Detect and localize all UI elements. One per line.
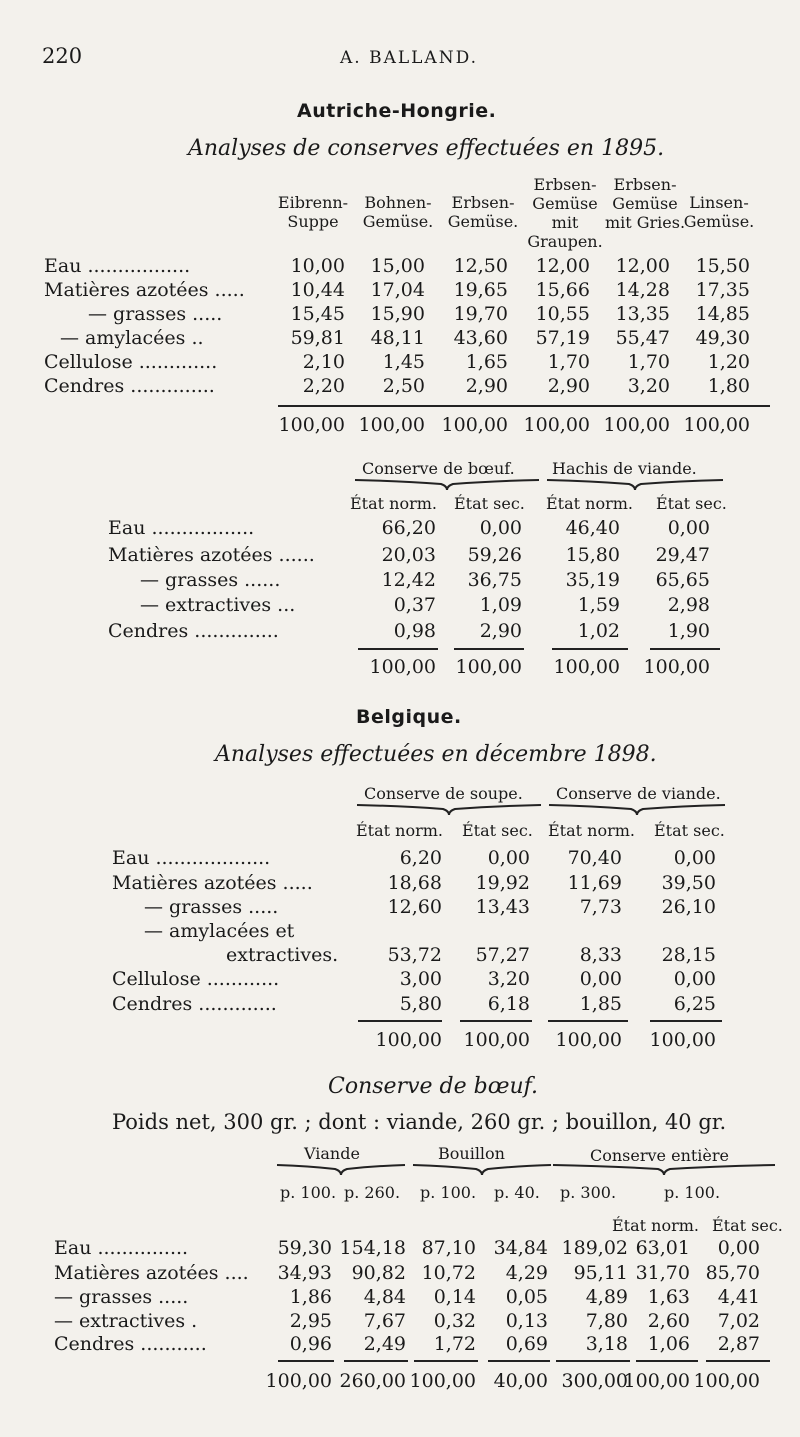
table-cell: 2,98 (667, 594, 710, 616)
table-cell: 0,00 (717, 1237, 760, 1259)
table-cell: 65,65 (655, 569, 710, 591)
table-cell: 0,13 (505, 1310, 548, 1332)
table-cell: 13,43 (475, 896, 530, 918)
column-header: Erbsen-Gemüse mit Gries. (604, 175, 686, 232)
column-header: p. 40. (494, 1183, 540, 1202)
section-title-austria: Autriche-Hongrie. (297, 100, 497, 122)
table-cell: 0,69 (505, 1333, 548, 1355)
table-cell: 6,20 (399, 847, 442, 869)
total-rule (358, 648, 438, 650)
total-rule (556, 1360, 630, 1362)
table-cell: 12,00 (615, 255, 670, 277)
total-rule (488, 1360, 550, 1362)
table-cell: 2,60 (647, 1310, 690, 1332)
row-label: — amylacées .. (60, 327, 204, 349)
group-brace (552, 1164, 776, 1176)
table-cell: 66,20 (381, 517, 436, 539)
column-header: État sec. (454, 494, 525, 513)
total-cell: 100,00 (463, 1029, 530, 1051)
table-cell: 34,93 (277, 1262, 332, 1284)
row-label: Cellulose ............ (112, 968, 280, 990)
table-cell: 15,80 (565, 544, 620, 566)
table-cell: 15,45 (290, 303, 345, 325)
total-cell: 100,00 (623, 1370, 690, 1392)
total-cell: 100,00 (553, 656, 620, 678)
table-cell: 15,00 (370, 255, 425, 277)
table-cell: 59,81 (290, 327, 345, 349)
table-cell: 26,10 (661, 896, 716, 918)
total-cell: 100,00 (265, 1370, 332, 1392)
total-cell: 100,00 (369, 656, 436, 678)
total-rule (344, 1360, 408, 1362)
table-cell: 2,90 (479, 620, 522, 642)
table-cell: 1,09 (479, 594, 522, 616)
total-cell: 100,00 (441, 414, 508, 436)
group-brace (354, 479, 540, 491)
table-cell: 6,25 (673, 993, 716, 1015)
row-label: — extractives . (54, 1310, 198, 1332)
table-cell: 14,85 (695, 303, 750, 325)
group-brace (548, 804, 726, 816)
group-brace (356, 804, 542, 816)
table-cell: 2,50 (382, 375, 425, 397)
table-cell: 49,30 (695, 327, 750, 349)
table-cell: 1,90 (667, 620, 710, 642)
table-cell: 189,02 (561, 1237, 628, 1259)
column-header: État norm. (546, 494, 634, 513)
total-cell: 260,00 (339, 1370, 406, 1392)
table-cell: 1,86 (289, 1286, 332, 1308)
table-cell: 7,80 (585, 1310, 628, 1332)
table-cell: 14,28 (615, 279, 670, 301)
total-cell: 100,00 (649, 1029, 716, 1051)
total-cell: 300,00 (561, 1370, 628, 1392)
total-rule (650, 648, 720, 650)
row-label: Eau ................. (44, 255, 191, 277)
table-cell: 2,87 (717, 1333, 760, 1355)
total-rule (706, 1360, 770, 1362)
row-label: extractives. (226, 944, 339, 966)
table-cell: 15,90 (370, 303, 425, 325)
table-cell: 18,68 (387, 872, 442, 894)
row-label: Cendres ............. (112, 993, 277, 1015)
table-cell: 17,04 (370, 279, 425, 301)
row-label: Matières azotées ..... (44, 279, 245, 301)
row-label: Cendres ........... (54, 1333, 207, 1355)
section-subtitle-boeuf: Conserve de bœuf. (328, 1074, 538, 1099)
table-cell: 2,20 (302, 375, 345, 397)
table-cell: 19,65 (453, 279, 508, 301)
table-cell: 90,82 (351, 1262, 406, 1284)
total-cell: 100,00 (358, 414, 425, 436)
row-label: — grasses ..... (54, 1286, 189, 1308)
table-cell: 63,01 (635, 1237, 690, 1259)
group-header: Viande (304, 1144, 360, 1163)
row-label: Eau ............... (54, 1237, 189, 1259)
table-cell: 4,89 (585, 1286, 628, 1308)
table-cell: 3,00 (399, 968, 442, 990)
table-cell: 1,80 (707, 375, 750, 397)
table-cell: 3,18 (585, 1333, 628, 1355)
total-rule (552, 648, 628, 650)
table-cell: 5,80 (399, 993, 442, 1015)
running-title: A. BALLAND. (340, 48, 479, 68)
row-label: Cendres .............. (108, 620, 279, 642)
column-header: Bohnen-Gemüse. (362, 193, 434, 231)
table-cell: 1,20 (707, 351, 750, 373)
column-header: Eibrenn-Suppe (277, 193, 349, 231)
table-cell: 8,33 (579, 944, 622, 966)
group-brace (276, 1164, 406, 1176)
row-label: Eau ................... (112, 847, 271, 869)
table-cell: 29,47 (655, 544, 710, 566)
table-cell: 1,59 (577, 594, 620, 616)
table-cell: 85,70 (705, 1262, 760, 1284)
table-cell: 1,45 (382, 351, 425, 373)
column-header: État sec. (656, 494, 727, 513)
table-cell: 31,70 (635, 1262, 690, 1284)
table-cell: 15,66 (535, 279, 590, 301)
column-header: p. 100. (664, 1183, 721, 1202)
table-cell: 10,44 (290, 279, 345, 301)
total-rule (414, 1360, 478, 1362)
total-cell: 100,00 (375, 1029, 442, 1051)
section-subtitle-austria: Analyses de conserves effectuées en 1895. (188, 136, 665, 161)
column-header: Erbsen-Gemüse. (447, 193, 519, 231)
page-number: 220 (42, 44, 83, 68)
total-cell: 100,00 (409, 1370, 476, 1392)
table-cell: 11,69 (567, 872, 622, 894)
table-cell: 6,18 (487, 993, 530, 1015)
row-label: Matières azotées ..... (112, 872, 313, 894)
column-header: p. 260. (344, 1183, 401, 1202)
total-rule (454, 648, 524, 650)
table-cell: 15,50 (695, 255, 750, 277)
table-cell: 1,85 (579, 993, 622, 1015)
group-header: Conserve de viande. (556, 784, 721, 803)
total-rule (650, 1020, 722, 1022)
column-header: État norm. (612, 1216, 700, 1235)
row-label: Cendres .............. (44, 375, 215, 397)
total-cell: 100,00 (455, 656, 522, 678)
group-brace (546, 479, 724, 491)
table-cell: 2,95 (289, 1310, 332, 1332)
group-header: Conserve de bœuf. (362, 459, 515, 478)
total-cell: 100,00 (683, 414, 750, 436)
table-cell: 70,40 (567, 847, 622, 869)
table-cell: 7,73 (579, 896, 622, 918)
table-cell: 12,50 (453, 255, 508, 277)
table-cell: 57,19 (535, 327, 590, 349)
column-header: État sec. (712, 1216, 783, 1235)
total-rule (278, 405, 770, 407)
table-cell: 0,98 (393, 620, 436, 642)
row-label: Matières azotées .... (54, 1262, 249, 1284)
table-cell: 12,42 (381, 569, 436, 591)
column-header: État sec. (654, 821, 725, 840)
table-cell: 4,84 (363, 1286, 406, 1308)
table-cell: 0,00 (579, 968, 622, 990)
group-header: Hachis de viande. (552, 459, 697, 478)
row-label: — grasses ...... (140, 569, 281, 591)
total-rule (278, 1360, 334, 1362)
group-header: Conserve de soupe. (364, 784, 523, 803)
column-header: État norm. (548, 821, 636, 840)
section-subtitle-belgium: Analyses effectuées en décembre 1898. (215, 742, 657, 767)
table-cell: 39,50 (661, 872, 716, 894)
table-cell: 28,15 (661, 944, 716, 966)
table-cell: 46,40 (565, 517, 620, 539)
table-cell: 7,67 (363, 1310, 406, 1332)
group-header: Conserve entière (590, 1146, 730, 1165)
total-rule (460, 1020, 532, 1022)
table-cell: 10,55 (535, 303, 590, 325)
table-cell: 35,19 (565, 569, 620, 591)
table-cell: 55,47 (615, 327, 670, 349)
table-cell: 0,00 (673, 847, 716, 869)
row-label: — grasses ..... (88, 303, 223, 325)
table-cell: 0,96 (289, 1333, 332, 1355)
total-rule (358, 1020, 442, 1022)
table-cell: 20,03 (381, 544, 436, 566)
table-cell: 19,70 (453, 303, 508, 325)
total-cell: 100,00 (643, 656, 710, 678)
table-cell: 10,00 (290, 255, 345, 277)
column-header: Erbsen-Gemüse mit Graupen. (527, 175, 603, 251)
table-cell: 2,90 (465, 375, 508, 397)
column-header: Linsen-Gemüse. (683, 193, 755, 231)
total-cell: 40,00 (493, 1370, 548, 1392)
table-cell: 36,75 (467, 569, 522, 591)
table-cell: 4,29 (505, 1262, 548, 1284)
table-cell: 2,90 (547, 375, 590, 397)
table-cell: 17,35 (695, 279, 750, 301)
table-cell: 12,60 (387, 896, 442, 918)
total-rule (636, 1360, 698, 1362)
table-cell: 0,32 (433, 1310, 476, 1332)
row-label: Eau ................. (108, 517, 255, 539)
table-cell: 3,20 (487, 968, 530, 990)
total-cell: 100,00 (555, 1029, 622, 1051)
table-cell: 87,10 (421, 1237, 476, 1259)
row-label: — amylacées et (144, 920, 295, 942)
table-cell: 12,00 (535, 255, 590, 277)
section-title-belgium: Belgique. (356, 706, 462, 728)
table-cell: 10,72 (421, 1262, 476, 1284)
table-cell: 0,05 (505, 1286, 548, 1308)
total-rule (548, 1020, 628, 1022)
column-header: État norm. (350, 494, 438, 513)
table-cell: 1,70 (547, 351, 590, 373)
total-cell: 100,00 (523, 414, 590, 436)
column-header: p. 300. (560, 1183, 617, 1202)
row-label: Matières azotées ...... (108, 544, 315, 566)
column-header: p. 100. (280, 1183, 337, 1202)
table-cell: 1,02 (577, 620, 620, 642)
group-header: Bouillon (438, 1144, 505, 1163)
table-cell: 0,00 (479, 517, 522, 539)
group-brace (412, 1164, 552, 1176)
table-cell: 57,27 (475, 944, 530, 966)
row-label: — grasses ..... (144, 896, 279, 918)
row-label: Cellulose ............. (44, 351, 218, 373)
table-cell: 0,14 (433, 1286, 476, 1308)
table-cell: 34,84 (493, 1237, 548, 1259)
table-cell: 7,02 (717, 1310, 760, 1332)
table-cell: 0,37 (393, 594, 436, 616)
total-cell: 100,00 (278, 414, 345, 436)
table-cell: 1,63 (647, 1286, 690, 1308)
column-header: État norm. (356, 821, 444, 840)
row-label: — extractives ... (140, 594, 296, 616)
table-cell: 1,72 (433, 1333, 476, 1355)
table-cell: 154,18 (339, 1237, 406, 1259)
table-cell: 2,10 (302, 351, 345, 373)
table-cell: 1,65 (465, 351, 508, 373)
table-cell: 1,70 (627, 351, 670, 373)
table-cell: 48,11 (370, 327, 425, 349)
total-cell: 100,00 (693, 1370, 760, 1392)
table-cell: 19,92 (475, 872, 530, 894)
table-cell: 1,06 (647, 1333, 690, 1355)
weight-line: Poids net, 300 gr. ; dont : viande, 260 gr. ; bouillon, 40 gr. (112, 1110, 727, 1134)
table-cell: 13,35 (615, 303, 670, 325)
table-cell: 95,11 (573, 1262, 628, 1284)
table-cell: 59,30 (277, 1237, 332, 1259)
table-cell: 4,41 (717, 1286, 760, 1308)
table-cell: 43,60 (453, 327, 508, 349)
table-cell: 3,20 (627, 375, 670, 397)
total-cell: 100,00 (603, 414, 670, 436)
column-header: État sec. (462, 821, 533, 840)
table-cell: 2,49 (363, 1333, 406, 1355)
table-cell: 53,72 (387, 944, 442, 966)
table-cell: 0,00 (667, 517, 710, 539)
table-cell: 59,26 (467, 544, 522, 566)
table-cell: 0,00 (673, 968, 716, 990)
column-header: p. 100. (420, 1183, 477, 1202)
table-cell: 0,00 (487, 847, 530, 869)
